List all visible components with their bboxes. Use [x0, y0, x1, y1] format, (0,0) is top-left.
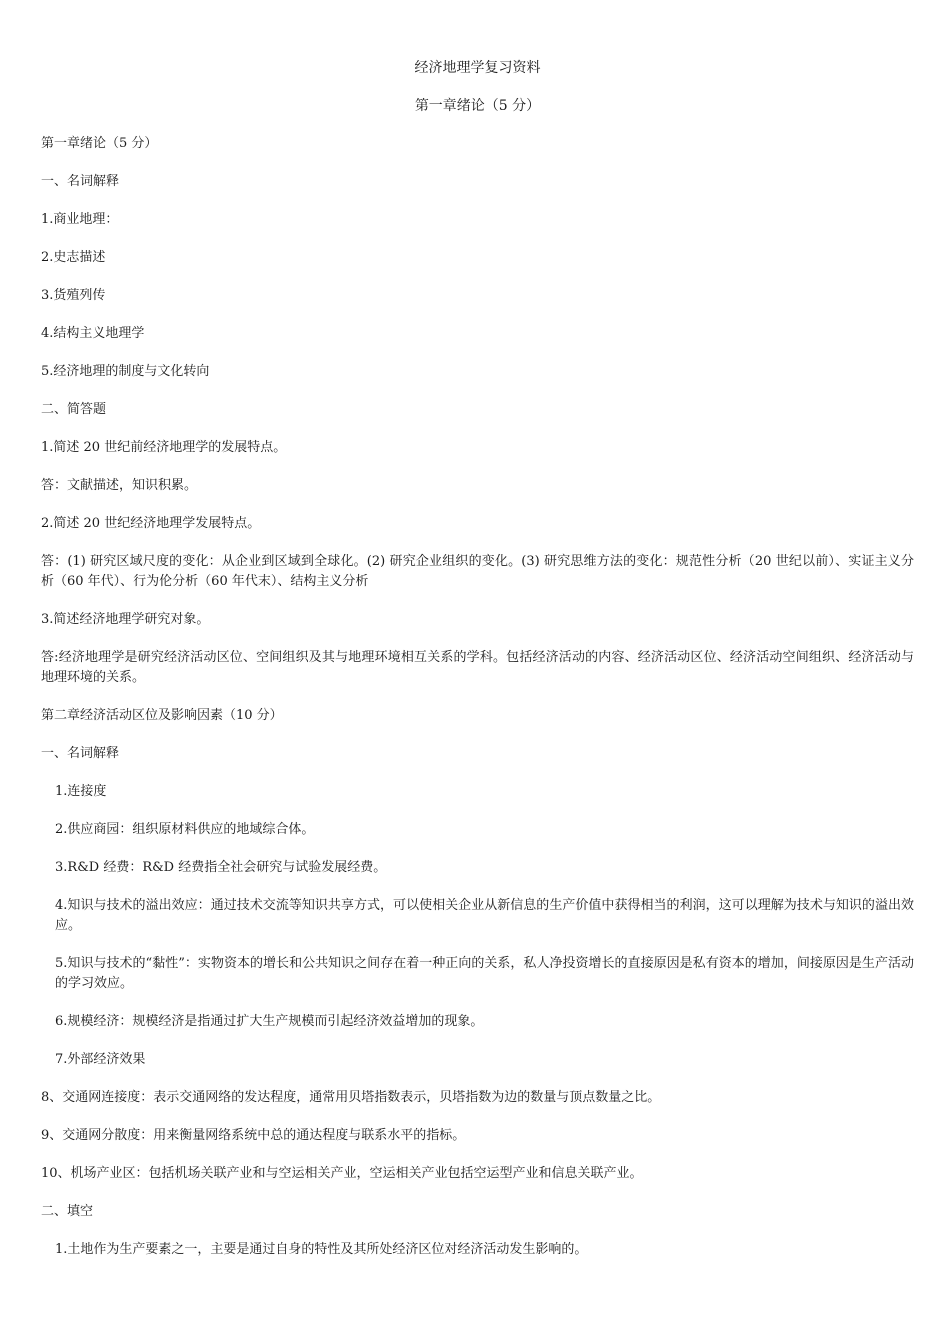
paragraph: 1.连接度 — [55, 784, 107, 799]
paragraph: 一、名词解释 — [41, 174, 120, 189]
paragraph: 5.知识与技术的“黏性”：实物资本的增长和公共知识之间存在着一种正向的关系，私人净投资增长的直接原因是私有资本的增加，间接原因是生产活动的学习效应。 — [55, 956, 914, 991]
paragraph: 二、填空 — [41, 1204, 94, 1219]
paragraph: 答:经济地理学是研究经济活动区位、空间组织及其与地理环境相互关系的学科。包括经济活动的内容、经济活动区位、经济活动空间组织、经济活动与地理环境的关系。 — [41, 650, 914, 685]
paragraph: 答：(1) 研究区域尺度的变化：从企业到区域到全球化。(2) 研究企业组织的变化。(3) 研究思维方法的变化：规范性分析（20 世纪以前）、实证主义分析（60 年代）、行为伦分析（60 年代末）、结构主义分析 — [41, 554, 914, 589]
paragraph: 1.简述 20 世纪前经济地理学的发展特点。 — [41, 440, 287, 455]
paragraph: 4.结构主义地理学 — [41, 326, 145, 341]
paragraph: 一、名词解释 — [41, 746, 120, 761]
paragraph: 1.商业地理： — [41, 212, 119, 227]
paragraph: 8、交通网连接度：表示交通网络的发达程度，通常用贝塔指数表示，贝塔指数为边的数量与顶点数量之比。 — [41, 1090, 661, 1105]
paragraph: 5.经济地理的制度与文化转向 — [41, 364, 210, 379]
paragraph: 3.货殖列传 — [41, 288, 106, 303]
paragraph: 6.规模经济：规模经济是指通过扩大生产规模而引起经济效益增加的现象。 — [55, 1014, 484, 1029]
paragraph: 第二章经济活动区位及影响因素（10 分） — [41, 708, 283, 723]
document-body — [41, 134, 914, 1260]
paragraph: 2.简述 20 世纪经济地理学发展特点。 — [41, 516, 261, 531]
paragraph: 二、简答题 — [41, 402, 107, 417]
paragraph: 4.知识与技术的溢出效应：通过技术交流等知识共享方式，可以使相关企业从新信息的生产价值中获得相当的利润，这可以理解为技术与知识的溢出效应。 — [55, 898, 914, 933]
paragraph: 10、机场产业区：包括机场关联产业和与空运相关产业，空运相关产业包括空运型产业和信息关联产业。 — [41, 1166, 643, 1181]
paragraph: 答：文献描述，知识积累。 — [41, 478, 198, 493]
paragraph: 2.史志描述 — [41, 250, 106, 265]
paragraph: 9、交通网分散度：用来衡量网络系统中总的通达程度与联系水平的指标。 — [41, 1128, 466, 1143]
document-subtitle: 第一章绪论（5 分） — [414, 98, 541, 114]
paragraph: 3.简述经济地理学研究对象。 — [41, 612, 210, 627]
paragraph: 第一章绪论（5 分） — [41, 136, 158, 151]
paragraph: 2.供应商园：组织原材料供应的地域综合体。 — [55, 822, 315, 837]
document-title: 经济地理学复习资料 — [414, 60, 541, 76]
paragraph: 1.土地作为生产要素之一，主要是通过自身的特性及其所处经济区位对经济活动发生影响的。 — [55, 1242, 588, 1257]
paragraph: 7.外部经济效果 — [55, 1052, 146, 1067]
paragraph: 3.R&D 经费：R&D 经费指全社会研究与试验发展经费。 — [55, 860, 387, 875]
